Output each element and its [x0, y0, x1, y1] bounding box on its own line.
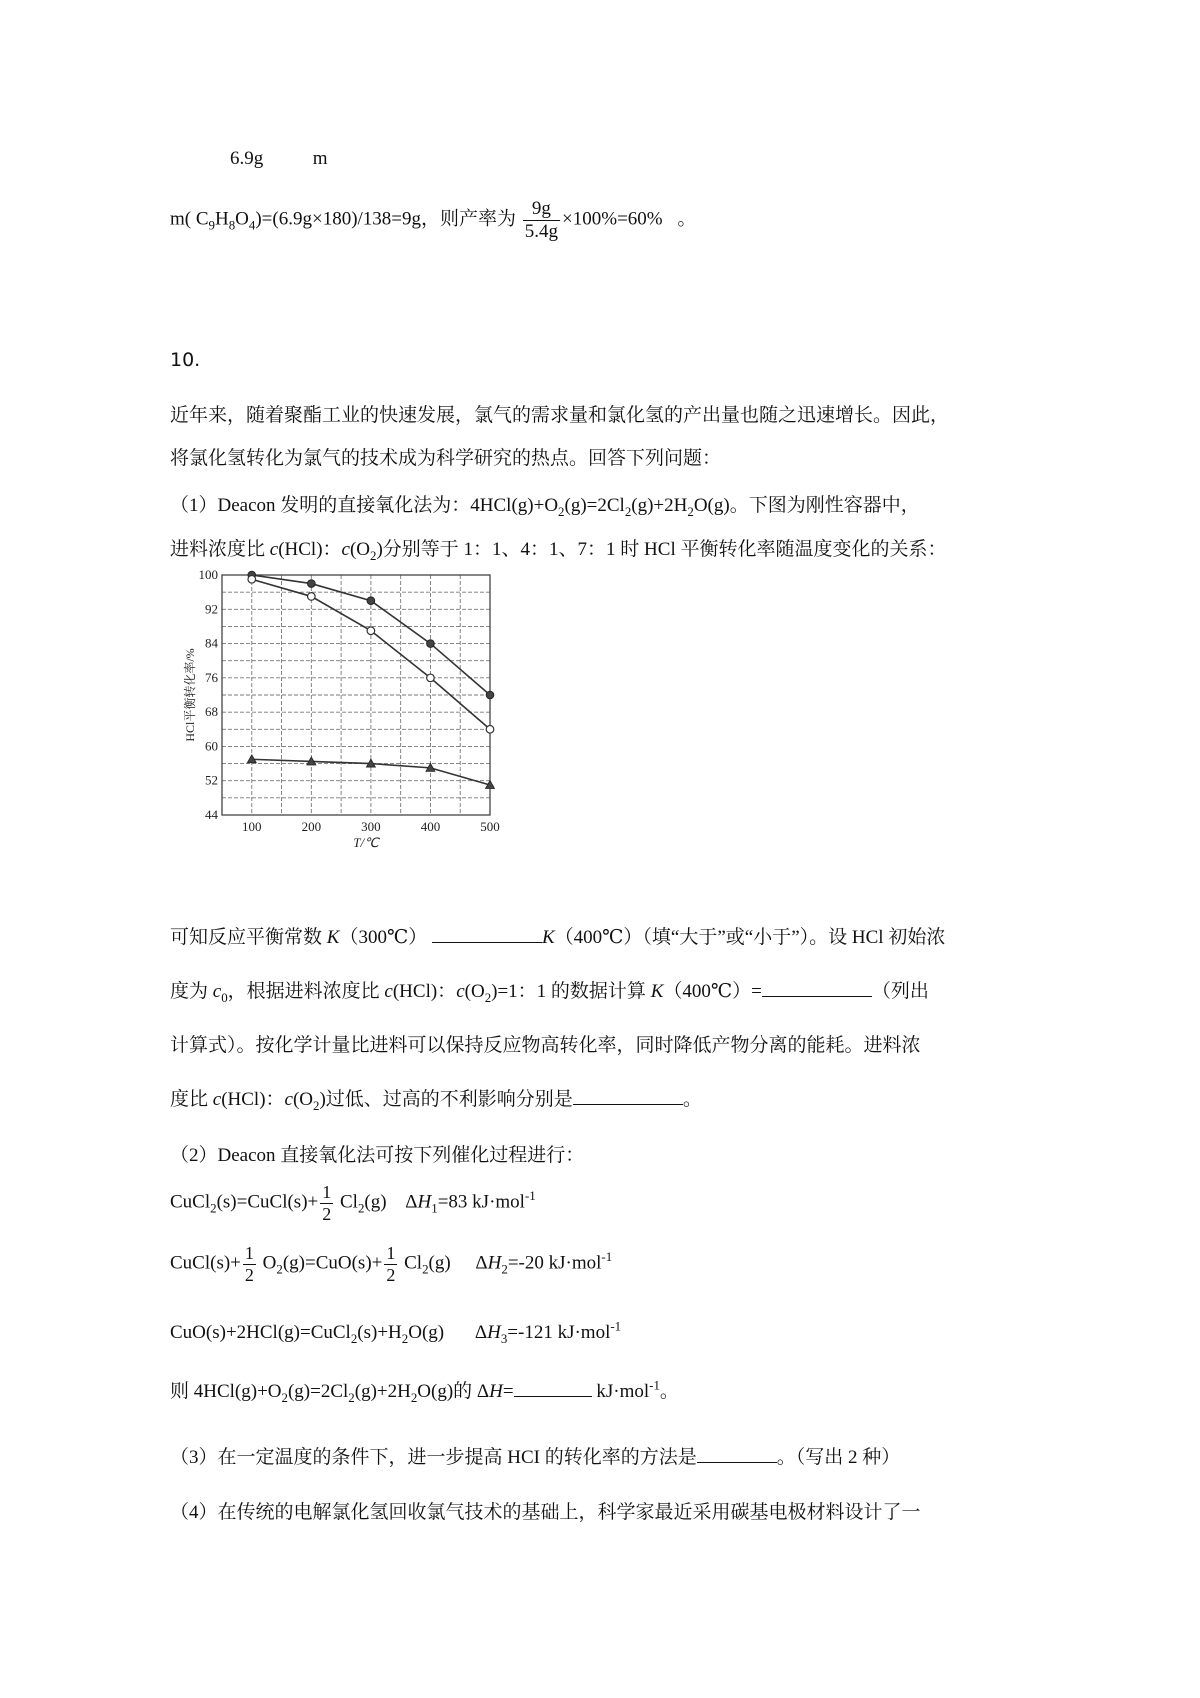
- part1-after-line-3: 计算式）。按化学计量比进料可以保持反应物高转化率，同时降低产物分离的能耗。进料浓: [170, 1035, 921, 1056]
- sub: 1: [431, 1200, 438, 1216]
- overall-enthalpy-line: 则 $4HCl(g)+O_2(g)=2Cl_2(g)+2H_2O(g)$的 ΔH= kJ·mol$^{-1}$。: [170, 1377, 679, 1405]
- y-tick-label: 44: [205, 807, 218, 822]
- intro-line-2: 将氯化氢转化为氯气的技术成为科学研究的热点。回答下列问题：: [170, 448, 722, 469]
- text: O(g): [408, 1322, 445, 1343]
- calc-value-mass: 6.9g: [230, 148, 264, 169]
- data-point-open-circle: [367, 627, 375, 635]
- text: 可知反应平衡常数: [170, 927, 327, 948]
- text: （400℃）（填“大于”或“小于”）。设 HCl 初始浓: [554, 927, 946, 948]
- fraction-numerator: 1: [244, 1243, 254, 1263]
- x-tick-label: 500: [480, 819, 500, 834]
- part1-line-1: [170, 490, 920, 517]
- sup: -1: [601, 1249, 613, 1265]
- text: kJ·mol: [591, 1381, 650, 1402]
- sup: -1: [649, 1377, 660, 1393]
- text: （300℃）: [339, 927, 428, 948]
- data-point-filled-circle: [427, 640, 435, 648]
- sub: 2: [484, 989, 492, 1005]
- part1-after-line-4: [170, 1084, 702, 1111]
- y-tick-label: 68: [205, 704, 218, 720]
- sub: 2: [210, 1200, 217, 1216]
- text: O: [257, 1252, 277, 1274]
- text: 度比: [170, 1089, 213, 1110]
- fraction-denominator: 2: [386, 1264, 396, 1285]
- sub: 9: [208, 217, 215, 233]
- calc-row-1: [230, 148, 328, 170]
- sub: 2: [350, 1330, 358, 1346]
- text: 度为: [170, 981, 213, 1002]
- text: （400℃）=: [663, 981, 762, 1002]
- mass-expr: m( C: [170, 208, 209, 230]
- calc-value-m: m: [312, 148, 328, 169]
- y-tick-label: 60: [205, 738, 218, 754]
- var-c: c: [212, 1089, 222, 1110]
- fraction-numerator: 9g: [523, 198, 560, 221]
- fraction-denominator: 2: [322, 1203, 332, 1224]
- answer-blank-methods[interactable]: [697, 1444, 777, 1463]
- text: （列出: [871, 981, 929, 1002]
- text: 。: [682, 1089, 702, 1110]
- sub: 2: [687, 503, 694, 519]
- yield-fraction: [523, 198, 560, 243]
- sub: 2: [357, 1200, 365, 1216]
- text: 进料浓度比: [170, 539, 270, 560]
- y-axis-label: HCl平衡转化率/%: [183, 648, 197, 742]
- equation-2: CuCl(s)+ $\frac{1}{2}$ $O_2(g)=CuO(s)+$ $\frac{1}{2}$ $Cl_2(g)$ $\Delta H_2=-20$ kJ·mol$^{-1}$: [170, 1243, 613, 1285]
- fraction-half: [384, 1243, 397, 1285]
- text: (O: [292, 1089, 314, 1110]
- sub: 2: [624, 503, 632, 519]
- sub: 8: [228, 217, 236, 233]
- yield-result: ×100%=60%: [562, 208, 663, 230]
- sub: 2: [401, 1330, 409, 1346]
- text: (O: [464, 981, 485, 1002]
- fraction-half: [320, 1182, 333, 1224]
- part3-line: [170, 1442, 900, 1469]
- x-tick-label: 200: [301, 819, 322, 834]
- data-point-open-circle: [308, 593, 316, 601]
- text: (HCl)：: [221, 1089, 285, 1110]
- text: =: [502, 1381, 514, 1402]
- x-tick-label: 400: [420, 819, 441, 834]
- fraction-half: [243, 1243, 256, 1285]
- fraction-denominator: 5.4g: [524, 220, 559, 242]
- mass-expr-suffix: )=(6.9g×180)/138=9g，则产率为: [255, 208, 517, 230]
- x-tick-labels: [242, 819, 500, 834]
- sup: -1: [524, 1188, 536, 1204]
- conversion-chart: [180, 565, 510, 850]
- fraction-numerator: 1: [322, 1182, 332, 1202]
- text: (HCl)：: [392, 981, 457, 1002]
- text: )分别等于 1：1、4：1、7：1 时 HCl 平衡转化率随温度变化的关系：: [376, 539, 947, 560]
- text: Cl: [399, 1252, 423, 1274]
- sub: 2: [348, 1389, 355, 1405]
- part2-title: （2）Deacon 直接氧化法可按下列催化过程进行：: [170, 1145, 585, 1166]
- sub: 2: [410, 1389, 418, 1405]
- text: 。（写出 2 种）: [776, 1447, 901, 1468]
- period: 。: [677, 208, 697, 230]
- text: ，根据进料浓度比: [227, 981, 385, 1002]
- sub: 2: [313, 1097, 320, 1113]
- text: O(g)。下图为刚性容器中，: [693, 495, 920, 516]
- equation-1: CuCl$_2$(s)=CuCl(s)+ $\frac{1}{2}$ $Cl_2(g)$ $\Delta H_1=83$ kJ·mol$^{-1}$: [170, 1182, 536, 1224]
- sub: 2: [501, 1261, 508, 1277]
- text: (s)+H: [357, 1322, 402, 1343]
- text: （3）在一定温度的条件下，进一步提高 HCI 的转化率的方法是: [170, 1447, 697, 1468]
- y-tick-label: 100: [198, 567, 218, 582]
- text: CuCl: [170, 1191, 211, 1213]
- text: 。: [659, 1381, 679, 1402]
- x-tick-label: 300: [361, 819, 381, 834]
- text: (g)=CuO(s)+: [282, 1252, 383, 1274]
- part4-line: （4）在传统的电解氯化氢回收氯气技术的基础上，科学家最近采用碳基电极材料设计了一: [170, 1502, 921, 1523]
- part1-line-2: [170, 534, 947, 561]
- text: (g)=2Cl: [287, 1381, 349, 1402]
- text: )=1：1 的数据计算: [491, 981, 651, 1002]
- text: )过低、过高的不利影响分别是: [319, 1089, 573, 1110]
- answer-blank-K-400[interactable]: [762, 978, 872, 997]
- data-point-filled-circle: [308, 580, 316, 588]
- mass-expr-h: H: [214, 208, 229, 230]
- text: Cl: [335, 1191, 358, 1213]
- question-number: 10.: [170, 349, 201, 371]
- y-tick-labels: [199, 567, 219, 822]
- data-point-open-circle: [427, 674, 435, 682]
- y-tick-label: 92: [205, 601, 218, 617]
- part1-after-line-2: [170, 976, 929, 1003]
- var-c: c: [456, 981, 465, 1002]
- enthalpy-2: =-20 kJ·mol: [507, 1252, 602, 1274]
- var-K: K: [650, 981, 664, 1002]
- y-tick-label: 84: [205, 635, 218, 651]
- x-tick-label: 100: [242, 819, 262, 834]
- mass-expr-o: O: [235, 208, 249, 230]
- data-point-filled-circle: [486, 691, 494, 699]
- text: (O: [349, 539, 371, 560]
- enthalpy-1: =83 kJ·mol: [437, 1191, 525, 1213]
- text: CuCl(s)+: [170, 1252, 241, 1274]
- sup: -1: [610, 1318, 622, 1334]
- var-c: c: [384, 981, 393, 1002]
- equation-3: $CuO(s)+2HCl(g)=CuCl_2(s)+H_2O(g)$ $\Delta H_3=-121$ kJ·mol$^{-1}$: [170, 1318, 622, 1346]
- text: （1）Deacon 发明的直接氧化法为：4HCl(g)+O: [170, 495, 559, 516]
- answer-blank-delta-h[interactable]: [514, 1378, 592, 1397]
- sub: 0: [221, 989, 228, 1005]
- sub: 4: [248, 217, 256, 233]
- fraction-numerator: 1: [386, 1243, 396, 1263]
- var-K: K: [541, 927, 555, 948]
- sub: 2: [281, 1389, 288, 1405]
- data-point-filled-circle: [367, 597, 375, 605]
- text: (g)+2H: [631, 495, 688, 516]
- intro-line-1: 近年来，随着聚酯工业的快速发展，氯气的需求量和氯化氢的产出量也随之迅速增长。因此，: [170, 405, 950, 426]
- text: CuO(s)+2HCl(g)=CuCl: [170, 1322, 351, 1343]
- answer-blank-ratio-effects[interactable]: [573, 1086, 683, 1105]
- var-K: K: [326, 927, 340, 948]
- data-point-open-circle: [248, 575, 256, 583]
- text: 则 4HCl(g)+O: [170, 1381, 282, 1402]
- text: (g): [364, 1191, 387, 1213]
- text: (HCl)：: [278, 539, 342, 560]
- text: (g)=2Cl: [564, 495, 625, 516]
- data-point-open-circle: [486, 725, 494, 733]
- var-c0: c: [212, 981, 222, 1002]
- var-c: c: [269, 539, 279, 560]
- y-tick-label: 76: [205, 669, 218, 685]
- sub: 2: [276, 1261, 283, 1277]
- part1-after-line-1: [170, 922, 945, 949]
- text: (g): [428, 1252, 451, 1274]
- sub: 2: [370, 547, 377, 563]
- sub: 2: [558, 503, 565, 519]
- var-c: c: [341, 539, 350, 560]
- calc-row-2: [170, 198, 696, 243]
- x-axis-label: T/℃: [353, 835, 379, 850]
- y-tick-label: 52: [205, 772, 218, 788]
- text: (g)+2H: [354, 1381, 411, 1402]
- var-c: c: [284, 1089, 293, 1110]
- answer-blank-compare-K[interactable]: [432, 924, 542, 943]
- text: O(g)的 Δ: [417, 1381, 490, 1402]
- text: (s)=CuCl(s)+: [216, 1191, 319, 1213]
- sub: 3: [500, 1330, 508, 1346]
- sub: 2: [422, 1261, 429, 1277]
- enthalpy-3: =-121 kJ·mol: [507, 1322, 611, 1343]
- fraction-denominator: 2: [244, 1264, 254, 1285]
